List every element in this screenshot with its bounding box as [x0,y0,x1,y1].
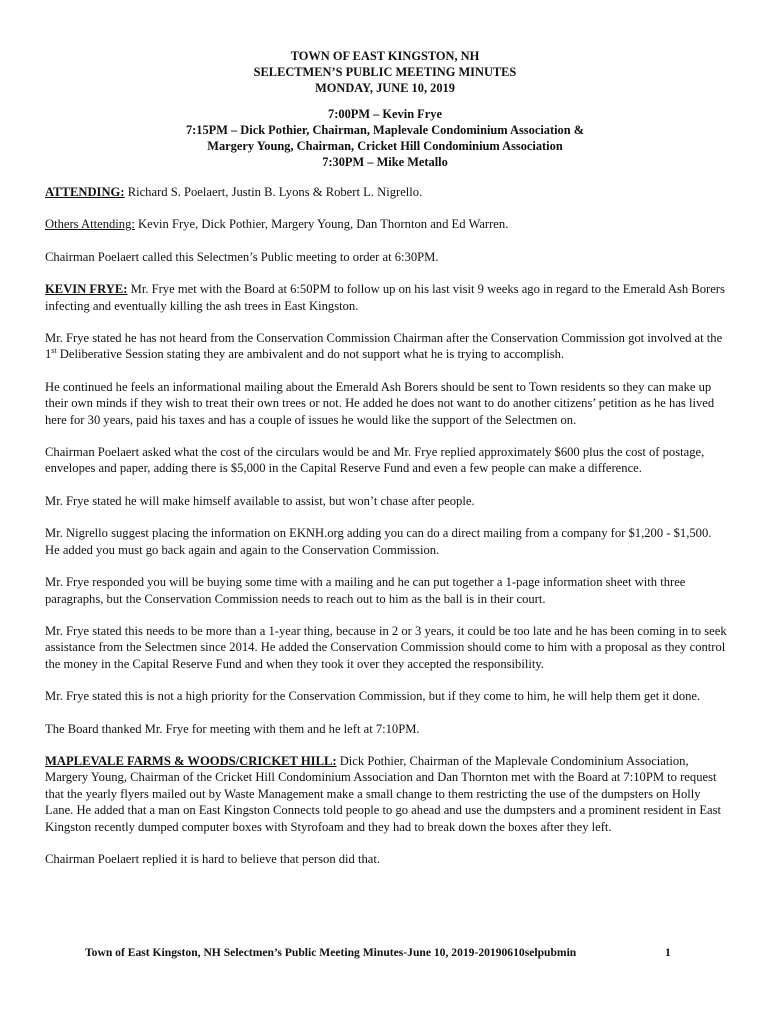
others-attending-paragraph [45,216,727,232]
kevin-paragraph-4: Chairman Poelaert asked what the cost of the circulars would be and Mr. Frye replied approximately $600 plus the cost of postage, envelopes and paper, adding there is $5,000 in the Capital Reserve Fund and even a few people can make a difference. [45,445,705,476]
kevin-paragraph-7: Mr. Frye responded you will be buying some time with a mailing and he can put together a 1-page information sheet with three paragraphs, but the Conservation Commission needs to reach out to him as the ball is in their court. [45,575,686,606]
attending-label: ATTENDING: [45,185,125,199]
kevin-frye-intro: Mr. Frye met with the Board at 6:50PM to follow up on his last visit 9 weeks ago in regard to the Emerald Ash Borers infecting and eventually killing the ash trees in East Kingston. [45,282,725,313]
document-header [45,48,725,170]
agenda-item-2-line-2: Margery Young, Chairman, Cricket Hill Condominium Association [207,139,563,153]
maplevale-text: Dick Pothier, Chairman of the Maplevale Condominium Association, Margery Young, Chairman of the Cricket Hill Condominium Association and Dan Thornton met with the Board at 7:10PM to request that the yearly flyers mailed out by Waste Management make a small change to them restricting the use of the dumpsters on Holly Lane. He added that a man on East Kingston Connects told people to go ahead and use the dumpsters and a prominent resident in East Kingston recently dumped computer boxes with Styrofoam and they had to break down the boxes after they left. [45,753,722,834]
kevin-frye-paragraph [45,281,727,314]
kevin-paragraph-2-part-a: Mr. Frye stated he has not heard from the Conservation Commission Chairman after the Conservation Commission got involved at the 1 [45,331,723,362]
kevin-paragraph-8: Mr. Frye stated this needs to be more than a 1-year thing, because in 2 or 3 years, it could be too late and he has been coming in to seek assistance from the Selectmen since 2014. He added the Conservation Commission should come to him with a proposal as they control the money in the Capital Reserve Fund and when they took it over they accepted the responsibility. [45,623,727,671]
ordinal-suffix: st [51,346,57,356]
kevin-paragraph-2 [45,330,727,363]
meeting-date: MONDAY, JUNE 10, 2019 [315,81,455,95]
others-attending-label: Others Attending: [45,217,135,232]
maplevale-label: MAPLEVALE FARMS & WOODS/CRICKET HILL: [45,753,337,768]
agenda-item-1: 7:00PM – Kevin Frye [328,107,442,121]
attending-text: Richard S. Poelaert, Justin B. Lyons & Robert L. Nigrello. [124,185,423,199]
kevin-frye-label: KEVIN FRYE: [45,282,128,297]
town-title: TOWN OF EAST KINGSTON, NH [290,49,480,63]
page-footer [85,946,675,959]
agenda-item-3: 7:30PM – Mike Metallo [322,155,448,169]
kevin-paragraph-10: The Board thanked Mr. Frye for meeting with them and he left at 7:10PM. [45,721,420,736]
kevin-paragraph-3: He continued he feels an informational mailing about the Emerald Ash Borers should be sent to Town residents so they can make up their own minds if they wish to treat their own trees or not. He added he does not want to do another citizens’ petition as he has lived here for 30 years, paid his taxes and has a couple of issues he would like the support of the Selectmen on. [45,379,715,427]
others-attending-text: Kevin Frye, Dick Pothier, Margery Young, Dan Thornton and Ed Warren. [134,217,509,232]
kevin-paragraph-2-part-b: Deliberative Session stating they are ambivalent and do not support what he is trying to accomplish. [56,347,565,362]
kevin-paragraph-5: Mr. Frye stated he will make himself available to assist, but won’t chase after people. [45,493,475,508]
attending-paragraph [45,184,727,200]
agenda-item-2-line-1: 7:15PM – Dick Pothier, Chairman, Maplevale Condominium Association & [185,123,585,137]
maplevale-paragraph-2: Chairman Poelaert replied it is hard to believe that person did that. [45,851,381,866]
kevin-paragraph-9: Mr. Frye stated this is not a high priority for the Conservation Commission, but if they come to him, he will help them get it done. [45,689,701,704]
minutes-title: SELECTMEN’S PUBLIC MEETING MINUTES [253,65,517,79]
page-number: 1 [665,946,671,959]
call-to-order-paragraph: Chairman Poelaert called this Selectmen’s Public meeting to order at 6:30PM. [45,249,439,264]
maplevale-paragraph [45,753,727,835]
footer-text: Town of East Kingston, NH Selectmen’s Public Meeting Minutes-June 10, 2019-20190610selpubmin [85,946,577,959]
kevin-paragraph-6: Mr. Nigrello suggest placing the information on EKNH.org adding you can do a direct mailing from a company for $1,200 - $1,500. He added you must go back again and again to the Conservation Commission. [45,526,712,557]
minutes-body [45,184,727,883]
